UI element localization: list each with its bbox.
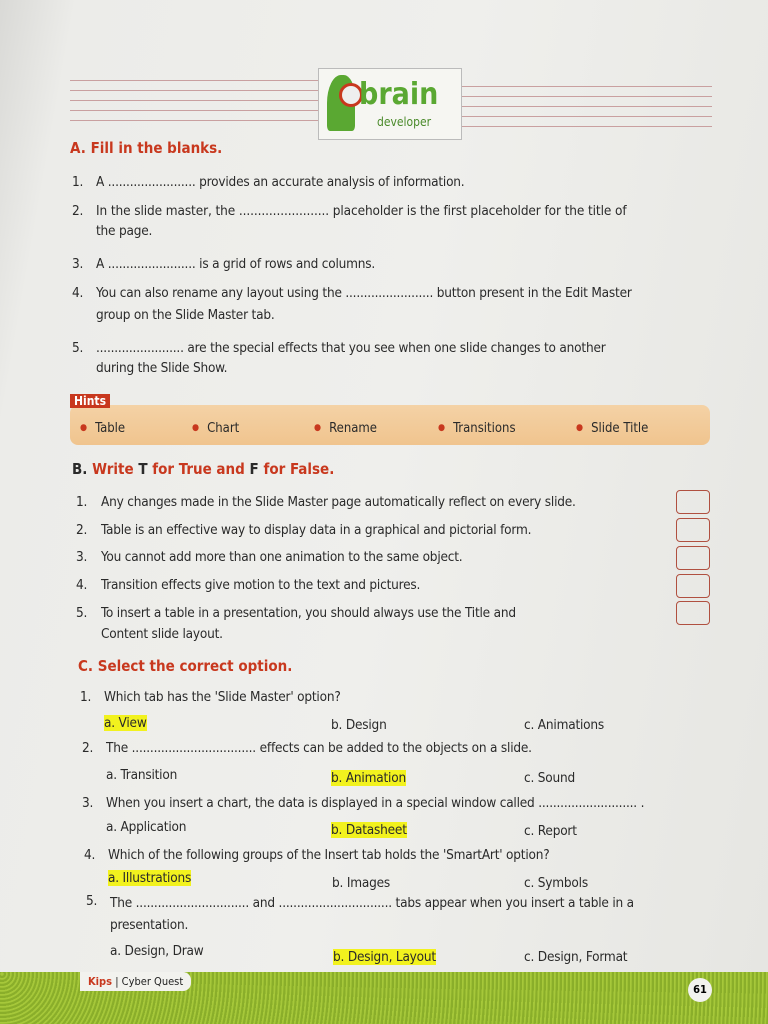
- question-text: the page.: [96, 223, 153, 239]
- question-text: The ............................... and ............................... tabs appear when you insert a table in a: [110, 895, 634, 911]
- item-number: 1.: [76, 494, 88, 510]
- option-a[interactable]: a. Illustrations: [108, 870, 192, 886]
- page-number: 61: [688, 978, 712, 1002]
- question-text: presentation.: [110, 917, 189, 933]
- answer-box[interactable]: [676, 518, 710, 542]
- hint-item: ● Table: [80, 421, 125, 436]
- decor-rule: [462, 106, 712, 107]
- item-number: 3.: [82, 795, 94, 811]
- option-b[interactable]: b. Datasheet: [331, 822, 407, 838]
- section-b-heading: B. Write T for True and F for False.: [72, 460, 335, 478]
- statement-text: You cannot add more than one animation to the same object.: [101, 549, 463, 565]
- answer-box[interactable]: [676, 490, 710, 514]
- item-number: 1.: [72, 174, 84, 190]
- item-number: 5.: [86, 893, 98, 909]
- question-text: When you insert a chart, the data is displayed in a special window called ........................... .: [106, 795, 645, 811]
- option-c[interactable]: c. Sound: [524, 770, 576, 786]
- hint-item: ● Chart: [192, 421, 239, 436]
- decor-rule: [462, 126, 712, 127]
- question-text: during the Slide Show.: [96, 360, 228, 376]
- statement-text: To insert a table in a presentation, you should always use the Title and: [101, 605, 516, 621]
- item-number: 3.: [72, 256, 84, 272]
- brain-developer-logo: [318, 68, 462, 140]
- option-a[interactable]: a. Design, Draw: [110, 943, 204, 959]
- logo-sub: developer: [377, 115, 432, 129]
- item-number: 4.: [76, 577, 88, 593]
- section-a-heading: A. Fill in the blanks.: [70, 139, 223, 157]
- section-c-heading: C. Select the correct option.: [78, 657, 293, 675]
- question-text: A ........................ is a grid of rows and columns.: [96, 256, 376, 272]
- option-b[interactable]: b. Design: [331, 717, 387, 733]
- footer-book-label: Kips | Cyber Quest: [80, 972, 191, 991]
- item-number: 2.: [82, 740, 94, 756]
- answer-box[interactable]: [676, 546, 710, 570]
- hint-item: ● Slide Title: [576, 421, 648, 436]
- question-text: Which of the following groups of the Insert tab holds the 'SmartArt' option?: [108, 847, 550, 863]
- decor-rule: [70, 100, 318, 101]
- option-c[interactable]: c. Report: [524, 823, 577, 839]
- question-text: ........................ are the special effects that you see when one slide changes to another: [96, 340, 606, 356]
- hints-box: [70, 405, 710, 445]
- statement-text: Content slide layout.: [101, 626, 223, 642]
- option-b[interactable]: b. Images: [332, 875, 390, 891]
- item-number: 5.: [76, 605, 88, 621]
- decor-rule: [70, 120, 318, 121]
- item-number: 5.: [72, 340, 84, 356]
- hints-label: Hints: [70, 394, 110, 408]
- statement-text: Any changes made in the Slide Master page automatically reflect on every slide.: [101, 494, 576, 510]
- decor-rule: [70, 110, 318, 111]
- question-text: In the slide master, the ........................ placeholder is the first placeholder for the title of: [96, 203, 627, 219]
- question-text: group on the Slide Master tab.: [96, 307, 275, 323]
- logo-brand: brain: [359, 77, 439, 112]
- option-a[interactable]: a. View: [104, 715, 147, 731]
- decor-rule: [70, 90, 318, 91]
- item-number: 3.: [76, 549, 88, 565]
- question-text: You can also rename any layout using the ........................ button present in the Edit Master: [96, 285, 632, 301]
- option-b[interactable]: b. Design, Layout: [333, 949, 436, 965]
- option-c[interactable]: c. Design, Format: [524, 949, 628, 965]
- question-text: The .................................. effects can be added to the objects on a slide.: [106, 740, 532, 756]
- answer-box[interactable]: [676, 574, 710, 598]
- item-number: 4.: [72, 285, 84, 301]
- option-c[interactable]: c. Animations: [524, 717, 605, 733]
- item-number: 2.: [72, 203, 84, 219]
- question-text: Which tab has the 'Slide Master' option?: [104, 689, 341, 705]
- statement-text: Transition effects give motion to the text and pictures.: [101, 577, 421, 593]
- decor-rule: [462, 96, 712, 97]
- item-number: 4.: [84, 847, 96, 863]
- decor-rule: [462, 86, 712, 87]
- option-a[interactable]: a. Transition: [106, 767, 178, 783]
- statement-text: Table is an effective way to display data in a graphical and pictorial form.: [101, 522, 532, 538]
- decor-rule: [462, 116, 712, 117]
- option-c[interactable]: c. Symbols: [524, 875, 588, 891]
- question-text: A ........................ provides an accurate analysis of information.: [96, 174, 465, 190]
- decor-rule: [70, 80, 318, 81]
- answer-box[interactable]: [676, 601, 710, 625]
- hint-item: ● Transitions: [438, 421, 516, 436]
- option-b[interactable]: b. Animation: [331, 770, 406, 786]
- option-a[interactable]: a. Application: [106, 819, 187, 835]
- item-number: 1.: [80, 689, 92, 705]
- hint-item: ● Rename: [314, 421, 377, 436]
- item-number: 2.: [76, 522, 88, 538]
